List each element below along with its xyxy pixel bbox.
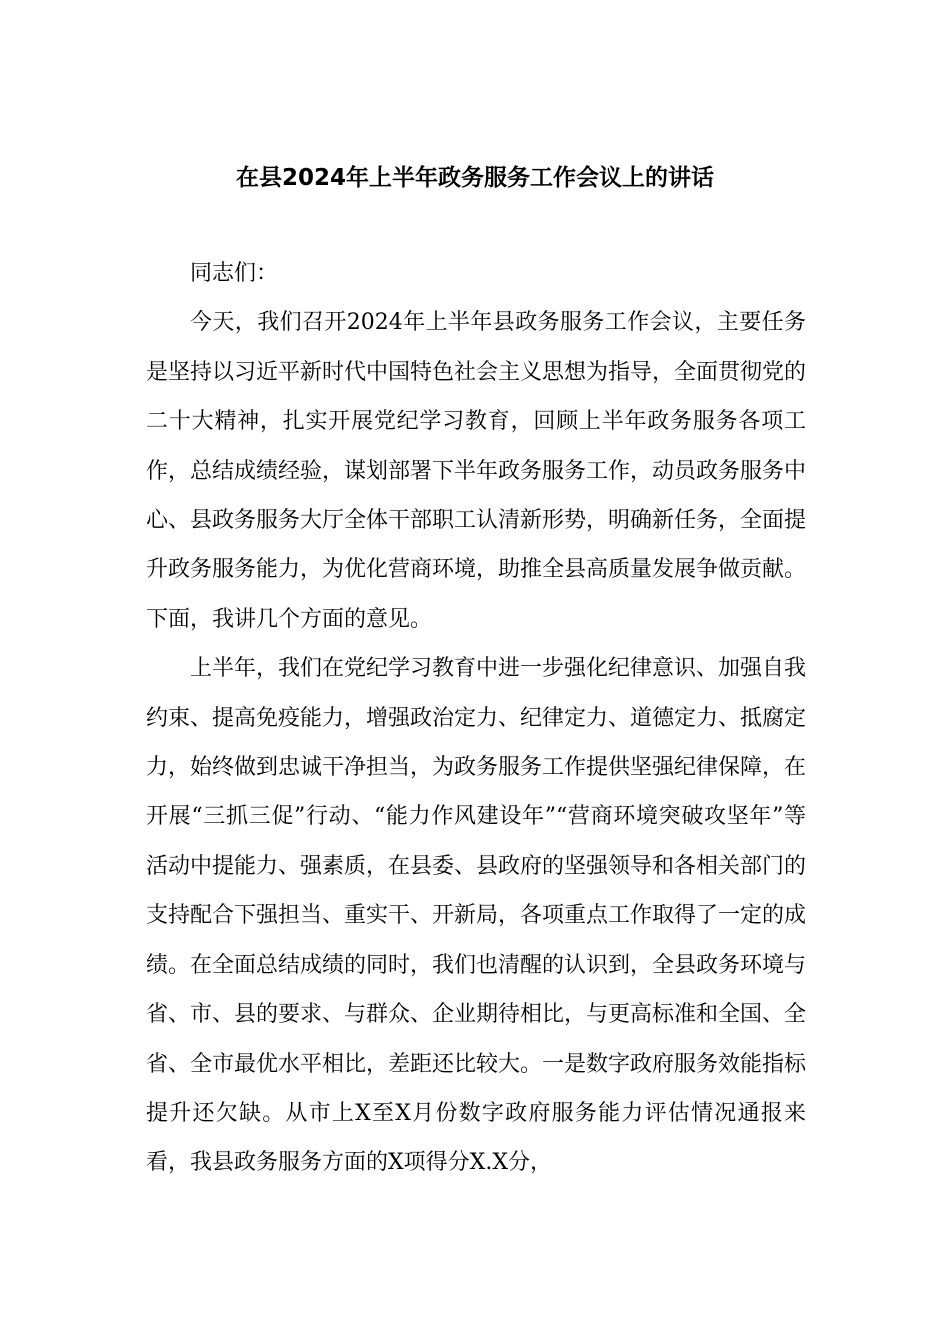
salutation: 同志们： — [190, 261, 279, 286]
document-title: 在县2024年上半年政务服务工作会议上的讲话 — [235, 165, 714, 191]
paragraph-review: 上半年，我们在党纪学习教育中进一步强化纪律意识、加强自我约束、提高免疫能力，增强政治定力、纪律定力、道德定力、抵腐定力，始终做到忠诚干净担当，为政务服务工作提供坚强纪律保障，在开展“三抓三促”行动、“能力作风建设年”“营商环境突破攻坚年”等活动中提能力、强素质，在县委、县政府的坚强领导和各相关部门的支持配合下强担当、重实干、开新局，各项重点工作取得了一定的成绩。在全面总结成绩的同时，我们也清醒的认识到，全县政务环境与省、市、县的要求、与群众、企业期待相比，与更高标准和全国、全省、全市最优水平相比，差距还比较大。一是数字政府服务效能指标提升还欠缺。从市上X至X月份数字政府服务能力评估情况通报来看，我县政务服务方面的X项得分X.X分， — [146, 656, 807, 1176]
document-body — [146, 249, 806, 1188]
paragraph-intro: 今天，我们召开2024年上半年县政务服务工作会议，主要任务是坚持以习近平新时代中国特色社会主义思想为指导，全面贯彻党的二十大精神，扎实开展党纪学习教育，回顾上半年政务服务各项工作，总结成绩经验，谋划部署下半年政务服务工作，动员政务服务中心、县政务服务大厅全体干部职工认清新形势，明确新任务，全面提升政务服务能力，为优化营商环境，助推全县高质量发展争做贡献。下面，我讲几个方面的意见。 — [146, 310, 807, 632]
